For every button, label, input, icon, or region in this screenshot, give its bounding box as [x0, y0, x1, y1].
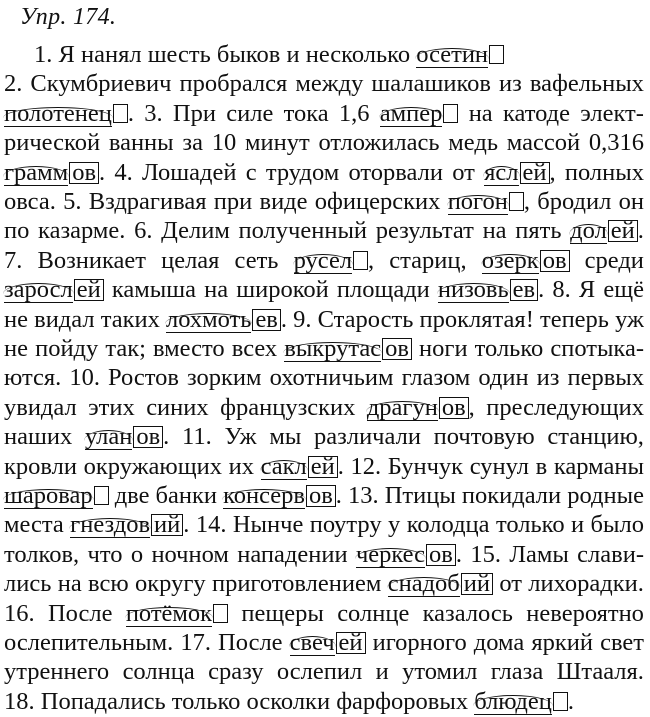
word: Уж [224, 423, 257, 451]
word: поутру [309, 511, 382, 539]
text-line [4, 452, 644, 482]
word-stem: шаровар [4, 482, 93, 509]
word: утомил [402, 658, 478, 686]
word-stem: потёмок [125, 599, 213, 627]
word: дома [473, 629, 525, 656]
word: ноги [419, 335, 468, 362]
word: пробрался [179, 70, 288, 98]
zero-ending-box [94, 486, 109, 505]
text-line [4, 246, 644, 276]
zero-ending-box [353, 251, 368, 270]
word: 3. [144, 99, 163, 127]
word: пойду [35, 335, 99, 362]
word: целая [161, 246, 220, 274]
word-ending: ий [151, 514, 183, 536]
word: глаза [490, 658, 544, 686]
marked-word: русел , [293, 246, 375, 274]
text-line [4, 216, 644, 246]
word: 1,6 [338, 99, 370, 127]
word: массой [506, 129, 581, 157]
word: французских [220, 393, 356, 421]
marked-word: блюдец . [474, 687, 574, 715]
word: катоде [502, 99, 570, 127]
word-ending: ей [608, 220, 638, 242]
word: почтовую [433, 423, 535, 451]
zero-ending-box [489, 45, 504, 64]
marked-word [126, 599, 228, 629]
text-line [4, 275, 644, 305]
marked-word: грамм ов . [4, 158, 106, 186]
word: различали [314, 423, 421, 451]
word: свет [600, 629, 644, 656]
text-line [4, 99, 644, 129]
word: Скумбриевич [30, 70, 172, 98]
word: утреннего [4, 658, 110, 686]
word-ending: ов [540, 250, 570, 272]
text-line [4, 393, 644, 423]
word: Возникает [37, 246, 146, 274]
word: игорного [372, 629, 467, 656]
text-line [4, 187, 644, 217]
word: 10 [211, 129, 237, 157]
word: рической [4, 129, 101, 157]
word: 16. [4, 599, 35, 627]
word: овса. [4, 188, 56, 215]
text-line [4, 69, 644, 99]
text-line [4, 422, 644, 452]
word: из [536, 364, 560, 392]
word-stem: заросл [4, 276, 73, 304]
word: 11. [182, 423, 212, 451]
word: 5. [63, 188, 82, 215]
word: 10. [69, 364, 100, 392]
word: о [130, 540, 144, 568]
word: 2. [4, 70, 23, 98]
word: теперь [539, 305, 609, 333]
marked-word [4, 481, 109, 511]
marked-word: низовь ев . [437, 276, 545, 304]
marked-word [416, 40, 504, 70]
word: первых [567, 364, 644, 392]
word: нанял [80, 41, 142, 68]
word: ослепительным. [4, 629, 174, 656]
word: лись [4, 570, 52, 598]
word: не [4, 305, 28, 333]
word: один [478, 364, 529, 392]
marked-word: дол ей . [570, 217, 644, 245]
word: 17. [180, 629, 211, 656]
word: увидал [4, 393, 77, 421]
word-ending: ов [426, 544, 456, 566]
word: что [87, 540, 123, 568]
word-stem: консерв [223, 482, 305, 509]
word-stem: грамм [4, 158, 69, 186]
word: синих [146, 393, 209, 421]
word: 8. [552, 276, 571, 304]
word: шалашиков [371, 70, 491, 98]
word: приготовлением [211, 570, 382, 598]
marked-word: драгун ов , [366, 393, 475, 421]
word: на [468, 99, 493, 127]
word-stem: дол [570, 217, 607, 245]
text-line [4, 128, 644, 158]
word: 7. [4, 246, 23, 274]
word: офицерских [314, 188, 441, 215]
word: несколько [305, 41, 411, 68]
word: фарфоровых [336, 687, 469, 715]
word: на [57, 570, 82, 598]
word: от [499, 570, 522, 598]
word: полученный [238, 217, 368, 245]
word: только [495, 511, 565, 539]
word: невероятно [526, 599, 644, 627]
word-stem: ясл [484, 158, 519, 186]
word-stem: выкрутас [284, 335, 382, 362]
word: между [295, 70, 364, 98]
zero-ending-box [213, 604, 228, 623]
word: этих [88, 393, 135, 421]
word: кровли [4, 452, 77, 480]
word: банки [155, 482, 217, 509]
word: спотыка- [550, 335, 644, 362]
word: 0,316 [588, 129, 644, 157]
word-stem: полотенец [4, 99, 112, 127]
word: широкой [236, 276, 329, 304]
word: их [228, 452, 254, 480]
zero-ending-box [509, 192, 524, 211]
word: казалось [422, 599, 513, 627]
word: слави- [577, 540, 644, 568]
word-ending: ов [133, 426, 163, 448]
word-ending: ий [461, 573, 493, 595]
word: Я [58, 41, 75, 68]
word: 9. [293, 305, 312, 333]
word: казарме. [38, 217, 126, 245]
word: 6. [134, 217, 153, 245]
word: сеть [234, 246, 279, 274]
word: мы [269, 423, 302, 451]
word: При [172, 99, 216, 127]
marked-word [4, 275, 104, 305]
word: уж [615, 305, 644, 333]
exercise-heading: Упр. 174. [20, 4, 117, 30]
word: 4. [114, 158, 133, 186]
word: проклятая! [419, 305, 534, 333]
word: на [204, 276, 229, 304]
word: Попадались [40, 687, 166, 715]
word: Вздрагивая [88, 188, 207, 215]
word: преследующих [486, 393, 644, 421]
word: при [213, 188, 253, 215]
text-line [4, 510, 644, 540]
word-ending: ов [306, 485, 336, 507]
word-ending: ей [336, 632, 366, 654]
word: силе [226, 99, 274, 127]
word: шесть [147, 41, 211, 68]
word: Старость [317, 305, 414, 333]
word: сунул [469, 452, 530, 480]
word: две [114, 482, 150, 509]
text-line [4, 481, 644, 511]
marked-word [290, 628, 366, 658]
word-stem: свеч [289, 629, 335, 656]
word: из [498, 70, 522, 98]
word: После [218, 629, 283, 656]
word: таких [100, 305, 160, 333]
word: не [4, 335, 28, 362]
marked-word: консерв ов . [223, 482, 342, 509]
word: на [482, 217, 507, 245]
word: Птицы [384, 482, 456, 509]
text-line [4, 687, 644, 717]
marked-word: сакл ей . [260, 452, 344, 480]
word: Штааля. [556, 658, 644, 686]
word: места [4, 511, 64, 539]
word: только [171, 687, 241, 715]
word: ются. [4, 364, 62, 392]
word-stem: черкес [355, 540, 426, 568]
word-stem: драгун [366, 393, 438, 421]
word: с [245, 158, 257, 186]
word: стариц, [389, 246, 467, 274]
word-ending: ев [510, 279, 538, 301]
word: сразу [208, 658, 264, 686]
word: вместо [153, 335, 225, 362]
word-stem: лохмоть [166, 305, 252, 333]
word: солнце [337, 599, 410, 627]
word: 1. [34, 41, 53, 68]
word: было [590, 511, 644, 539]
word: видал [34, 305, 95, 333]
zero-ending-box [443, 104, 458, 123]
word: станцию, [547, 423, 644, 451]
word: у [388, 511, 401, 539]
marked-word: ясл ей , [484, 158, 556, 186]
word-stem: низовь [437, 276, 509, 304]
word: отложилась [318, 129, 440, 157]
word-ending: ев [252, 309, 280, 331]
word-ending: ов [69, 162, 99, 184]
word: 18. [4, 687, 35, 715]
word: камыша [111, 276, 197, 304]
word: солнца [122, 658, 195, 686]
word: и [375, 658, 389, 686]
word: пять [515, 217, 562, 245]
word: результат [375, 217, 474, 245]
word: 15. [470, 540, 501, 568]
text-line [4, 657, 644, 687]
word: 13. [348, 482, 379, 509]
word: площади [336, 276, 430, 304]
word: и [571, 511, 585, 539]
word: Я [578, 276, 596, 304]
word-ending: ей [308, 456, 338, 478]
word: Нынче [232, 511, 304, 539]
word: трудом [265, 158, 340, 186]
text-line [4, 628, 644, 658]
word-stem: погон [447, 188, 508, 215]
marked-word: черкес ов . [355, 540, 462, 568]
word-stem: осетин [416, 41, 489, 68]
marked-word [482, 246, 570, 276]
word: родные [567, 482, 644, 509]
marked-word: улан ов . [84, 423, 170, 451]
word: всю [88, 570, 129, 598]
word: бродил [537, 188, 612, 215]
word: медь [448, 129, 498, 157]
word: и [286, 41, 300, 68]
word: так; [105, 335, 146, 362]
word: оторвали [348, 158, 443, 186]
word: ещё [603, 276, 644, 304]
word: глазом [401, 364, 471, 392]
word: округу [134, 570, 206, 598]
word: от [452, 158, 475, 186]
word: он [618, 188, 644, 215]
word: покидали [461, 482, 562, 509]
word-stem: сакл [260, 452, 307, 480]
text-line [4, 158, 644, 188]
word-stem: блюдец [474, 687, 552, 715]
word: лихорадки. [528, 570, 644, 598]
marked-word: лохмоть ев . [166, 305, 288, 333]
marked-word: погон , [447, 188, 530, 215]
marked-word: полотенец . [4, 99, 134, 127]
word: наших [4, 423, 73, 451]
word: окружающих [83, 452, 222, 480]
word: в [535, 452, 548, 480]
text-line [4, 363, 644, 393]
marked-word [380, 99, 459, 129]
word: за [182, 129, 203, 157]
word-ending: ей [520, 162, 550, 184]
word: пещеры [241, 599, 324, 627]
word: охотничьим [269, 364, 394, 392]
marked-word: гнездов ий . [70, 511, 190, 539]
word-ending: ов [382, 338, 412, 360]
word: Бунчук [387, 452, 464, 480]
word-stem: русел [293, 246, 353, 274]
word-stem: гнездов [70, 511, 151, 539]
word: нападении [237, 540, 348, 568]
word: колодца [406, 511, 490, 539]
text-line [4, 305, 644, 335]
word: всех [231, 335, 278, 362]
zero-ending-box [553, 692, 568, 711]
word: тока [283, 99, 329, 127]
word: элект- [580, 99, 644, 127]
word-stem: снадоб [387, 570, 460, 598]
word: Ростов [107, 364, 179, 392]
word-ending: ов [439, 397, 469, 419]
word: зорким [186, 364, 262, 392]
zero-ending-box [113, 104, 128, 123]
word: быков [216, 41, 281, 68]
word: среди [584, 246, 644, 274]
text-line [4, 599, 644, 629]
marked-word [284, 334, 412, 364]
word: по [4, 217, 30, 245]
word: Ламы [509, 540, 569, 568]
word: 12. [350, 452, 382, 480]
text-line [34, 40, 644, 70]
word: осколки [246, 687, 331, 715]
word: виде [259, 188, 308, 215]
text-line [4, 540, 644, 570]
word: полных [564, 158, 644, 186]
word: толков, [4, 540, 80, 568]
word-stem: озерк [481, 246, 539, 274]
word: ослепил [276, 658, 363, 686]
text-line [4, 569, 644, 599]
word: яркий [531, 629, 593, 656]
word: карманы [553, 452, 644, 480]
word-ending: ей [74, 279, 104, 301]
word: Лошадей [142, 158, 237, 186]
marked-word [388, 569, 493, 599]
word: ночном [151, 540, 229, 568]
word: Делим [161, 217, 230, 245]
word: ванны [108, 129, 174, 157]
text-line [4, 334, 644, 364]
word: 14. [195, 511, 227, 539]
word: После [47, 599, 113, 627]
word-stem: ампер [379, 99, 443, 127]
word: только [474, 335, 544, 362]
word: вафельных [529, 70, 644, 98]
word: минут [245, 129, 310, 157]
word-stem: улан [84, 423, 133, 451]
